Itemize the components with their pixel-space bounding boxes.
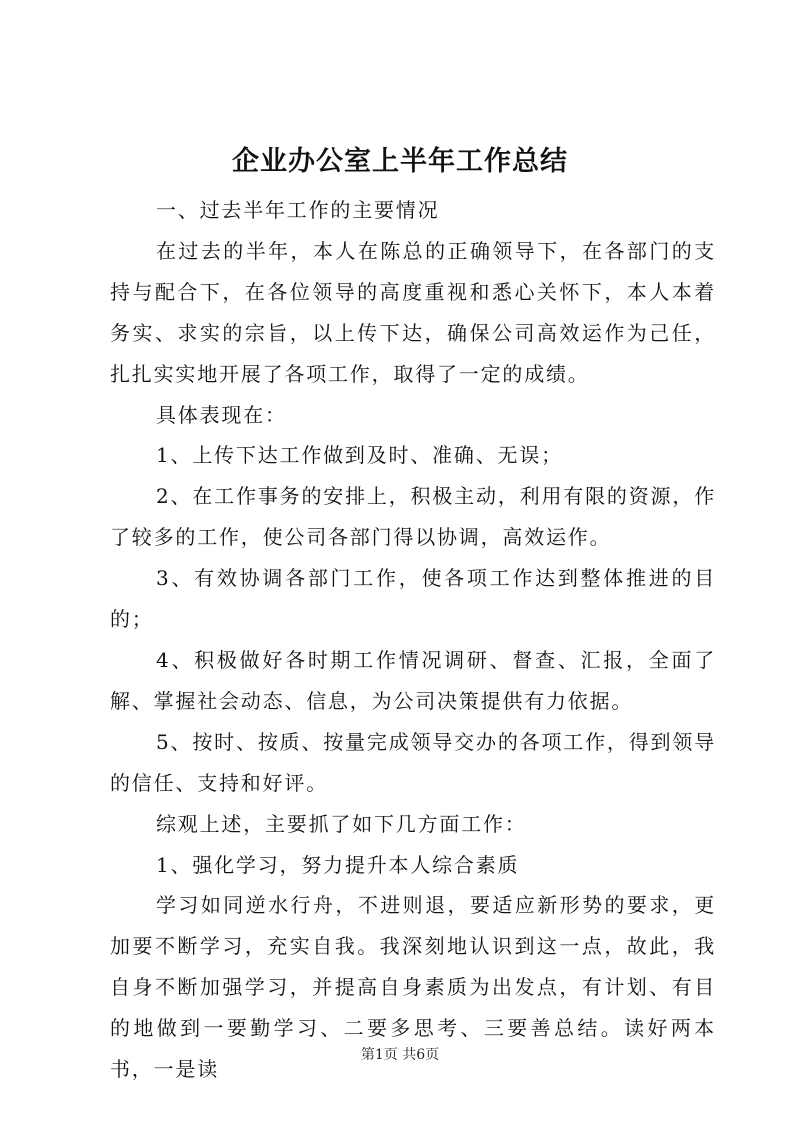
body-paragraph: 综观上述，主要抓了如下几方面工作： bbox=[156, 811, 527, 836]
page-footer: 第1页 共6页 bbox=[360, 1047, 440, 1063]
list-item: 5、按时、按质、按量完成领导交办的各项工作，得到领导的信任、支持和好评。 bbox=[110, 729, 716, 795]
body-paragraph: 在过去的半年，本人在陈总的正确领导下，在各部门的支持与配合下，在各位领导的高度重视和悉心关怀下，本人本着务实、求实的宗旨，以上传下达，确保公司高效运作为己任，扎扎实实地开展了各项工作，取得了一定的成绩。 bbox=[110, 238, 716, 386]
list-item: 2、在工作事务的安排上，积极主动，利用有限的资源，作了较多的工作，使公司各部门得以协调，高效运作。 bbox=[110, 484, 716, 550]
list-item: 1、上传下达工作做到及时、准确、无误； bbox=[156, 443, 563, 468]
list-item: 4、积极做好各时期工作情况调研、督查、汇报，全面了解、掌握社会动态、信息，为公司决策提供有力依据。 bbox=[110, 647, 716, 713]
subsection-heading: 1、强化学习，努力提升本人综合素质 bbox=[156, 852, 520, 877]
section-heading: 一、过去半年工作的主要情况 bbox=[156, 198, 440, 222]
document-body bbox=[110, 190, 716, 1090]
body-paragraph: 学习如同逆水行舟，不进则退，要适应新形势的要求，更加要不断学习，充实自我。我深刻地认识到这一点，故此，我自身不断加强学习，并提高自身素质为出发点，有计划、有目的地做到一要勤学习、二要多思考、三要善总结。读好两本书，一是读 bbox=[110, 893, 716, 1082]
list-item: 3、有效协调各部门工作，使各项工作达到整体推进的目的； bbox=[110, 566, 716, 632]
body-paragraph: 具体表现在： bbox=[156, 402, 287, 427]
document-title: 企业办公室上半年工作总结 bbox=[232, 146, 568, 177]
